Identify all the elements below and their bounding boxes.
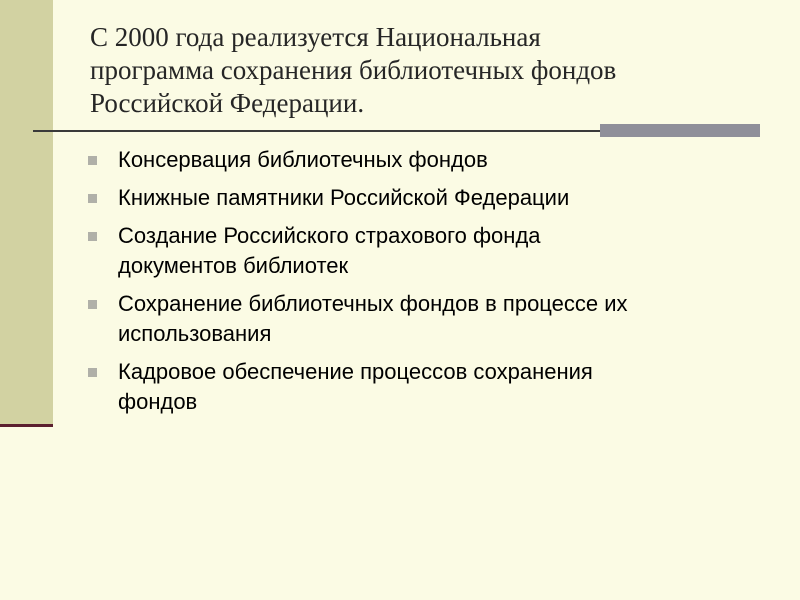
- square-bullet-icon: [88, 156, 97, 165]
- bullet-text: Кадровое обеспечение процессов сохранения: [118, 359, 593, 384]
- bullet-item: [88, 183, 778, 213]
- left-accent-bar-edge: [0, 424, 53, 427]
- bullet-text: Книжные памятники Российской Федерации: [118, 185, 570, 210]
- slide-title: [90, 21, 770, 120]
- square-bullet-icon: [88, 232, 97, 241]
- bullet-text: Создание Российского страхового фонда: [118, 223, 541, 248]
- square-bullet-icon: [88, 300, 97, 309]
- slide-title-line: С 2000 года реализуется Национальная: [90, 22, 541, 52]
- bullet-item: [88, 145, 778, 175]
- bullet-text: Сохранение библиотечных фондов в процессе их: [118, 291, 628, 316]
- title-divider-accent: [600, 124, 760, 137]
- bullet-item: [88, 221, 778, 281]
- square-bullet-icon: [88, 194, 97, 203]
- square-bullet-icon: [88, 368, 97, 377]
- bullet-text: документов библиотек: [118, 253, 349, 278]
- slide-title-line: программа сохранения библиотечных фондов: [90, 55, 617, 85]
- bullet-item: [88, 357, 778, 417]
- bullet-text: использования: [118, 321, 272, 346]
- bullet-text: Консервация библиотечных фондов: [118, 147, 488, 172]
- left-accent-bar: [0, 0, 53, 427]
- bullet-item: [88, 289, 778, 349]
- slide-title-line: Российской Федерации.: [90, 88, 365, 118]
- bullet-text: фондов: [118, 389, 198, 414]
- bullet-list: [88, 145, 778, 425]
